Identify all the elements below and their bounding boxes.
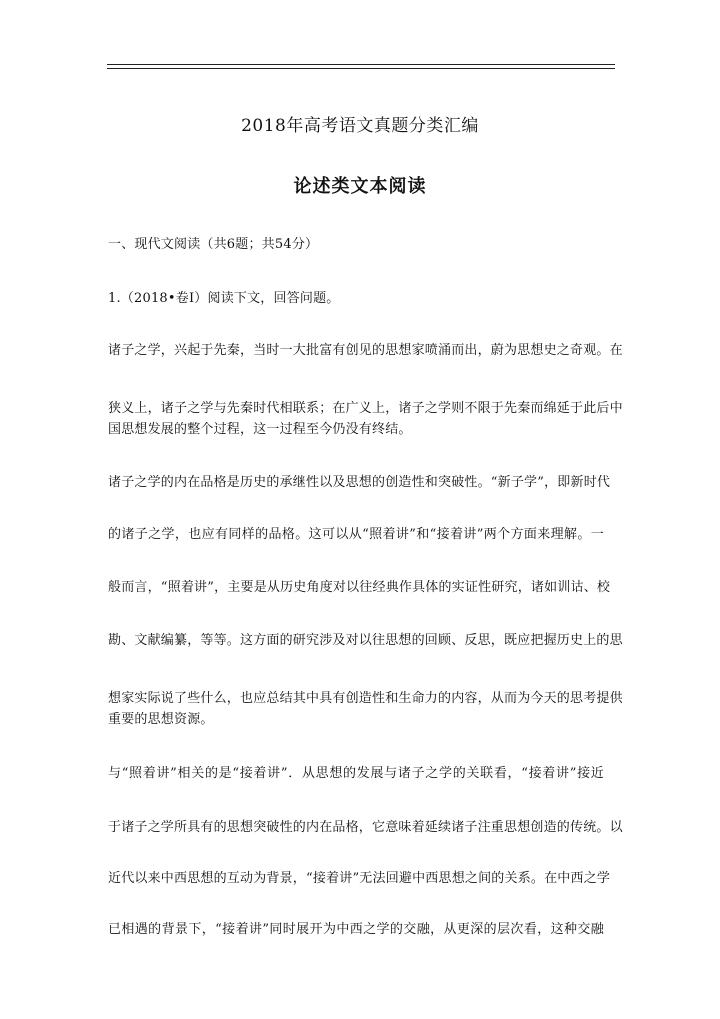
passage-line: 近代以来中西思想的互动为背景，“接着讲”无法回避中西思想之间的关系。在中西之学 <box>108 871 611 886</box>
header-rule-top <box>107 64 615 65</box>
passage-line: 诸子之学的内在品格是历史的承继性以及思想的创造性和突破性。“新子学”，即新时代 <box>108 475 611 490</box>
document-title: 2018年高考语文真题分类汇编 <box>241 116 479 136</box>
passage-line: 已相遇的背景下，“接着讲”同时展开为中西之学的交融，从更深的层次看，这种交融 <box>108 922 604 937</box>
passage-line: 想家实际说了些什么，也应总结其中具有创造性和生命力的内容，从而为今天的思考提供 <box>108 691 623 706</box>
passage-line: 诸子之学，兴起于先秦，当时一大批富有创见的思想家喷涌而出，蔚为思想史之奇观。在 <box>108 343 623 358</box>
section-heading: 一、现代文阅读（共6题；共54分） <box>108 237 319 252</box>
passage-line: 重要的思想资源。 <box>108 712 214 727</box>
header-rule-bottom <box>107 68 615 69</box>
passage-line: 般而言，“照着讲”，主要是从历史角度对以往经典作具体的实证性研究，诸如训诂、校 <box>108 580 611 595</box>
document-subtitle: 论述类文本阅读 <box>293 176 427 197</box>
passage-line: 狭义上，诸子之学与先秦时代相联系；在广义上，诸子之学则不限于先秦而绵延于此后中 <box>108 401 623 416</box>
question-stem: 1.（2018•卷Ⅰ）阅读下文，回答问题。 <box>108 291 340 306</box>
passage-line: 勘、文献编纂，等等。这方面的研究涉及对以往思想的回顾、反思，既应把握历史上的思 <box>108 633 623 648</box>
passage-line: 与“照着讲”相关的是“接着讲”．从思想的发展与诸子之学的关联看，“接着讲”接近 <box>108 766 604 781</box>
passage-line: 于诸子之学所具有的思想突破性的内在品格，它意味着延续诸子注重思想创造的传统。以 <box>108 820 623 835</box>
passage-line: 国思想发展的整个过程，这一过程至今仍没有终结。 <box>108 422 412 437</box>
passage-line: 的诸子之学，也应有同样的品格。这可以从“照着讲”和“接着讲”两个方面来理解。一 <box>108 527 604 542</box>
